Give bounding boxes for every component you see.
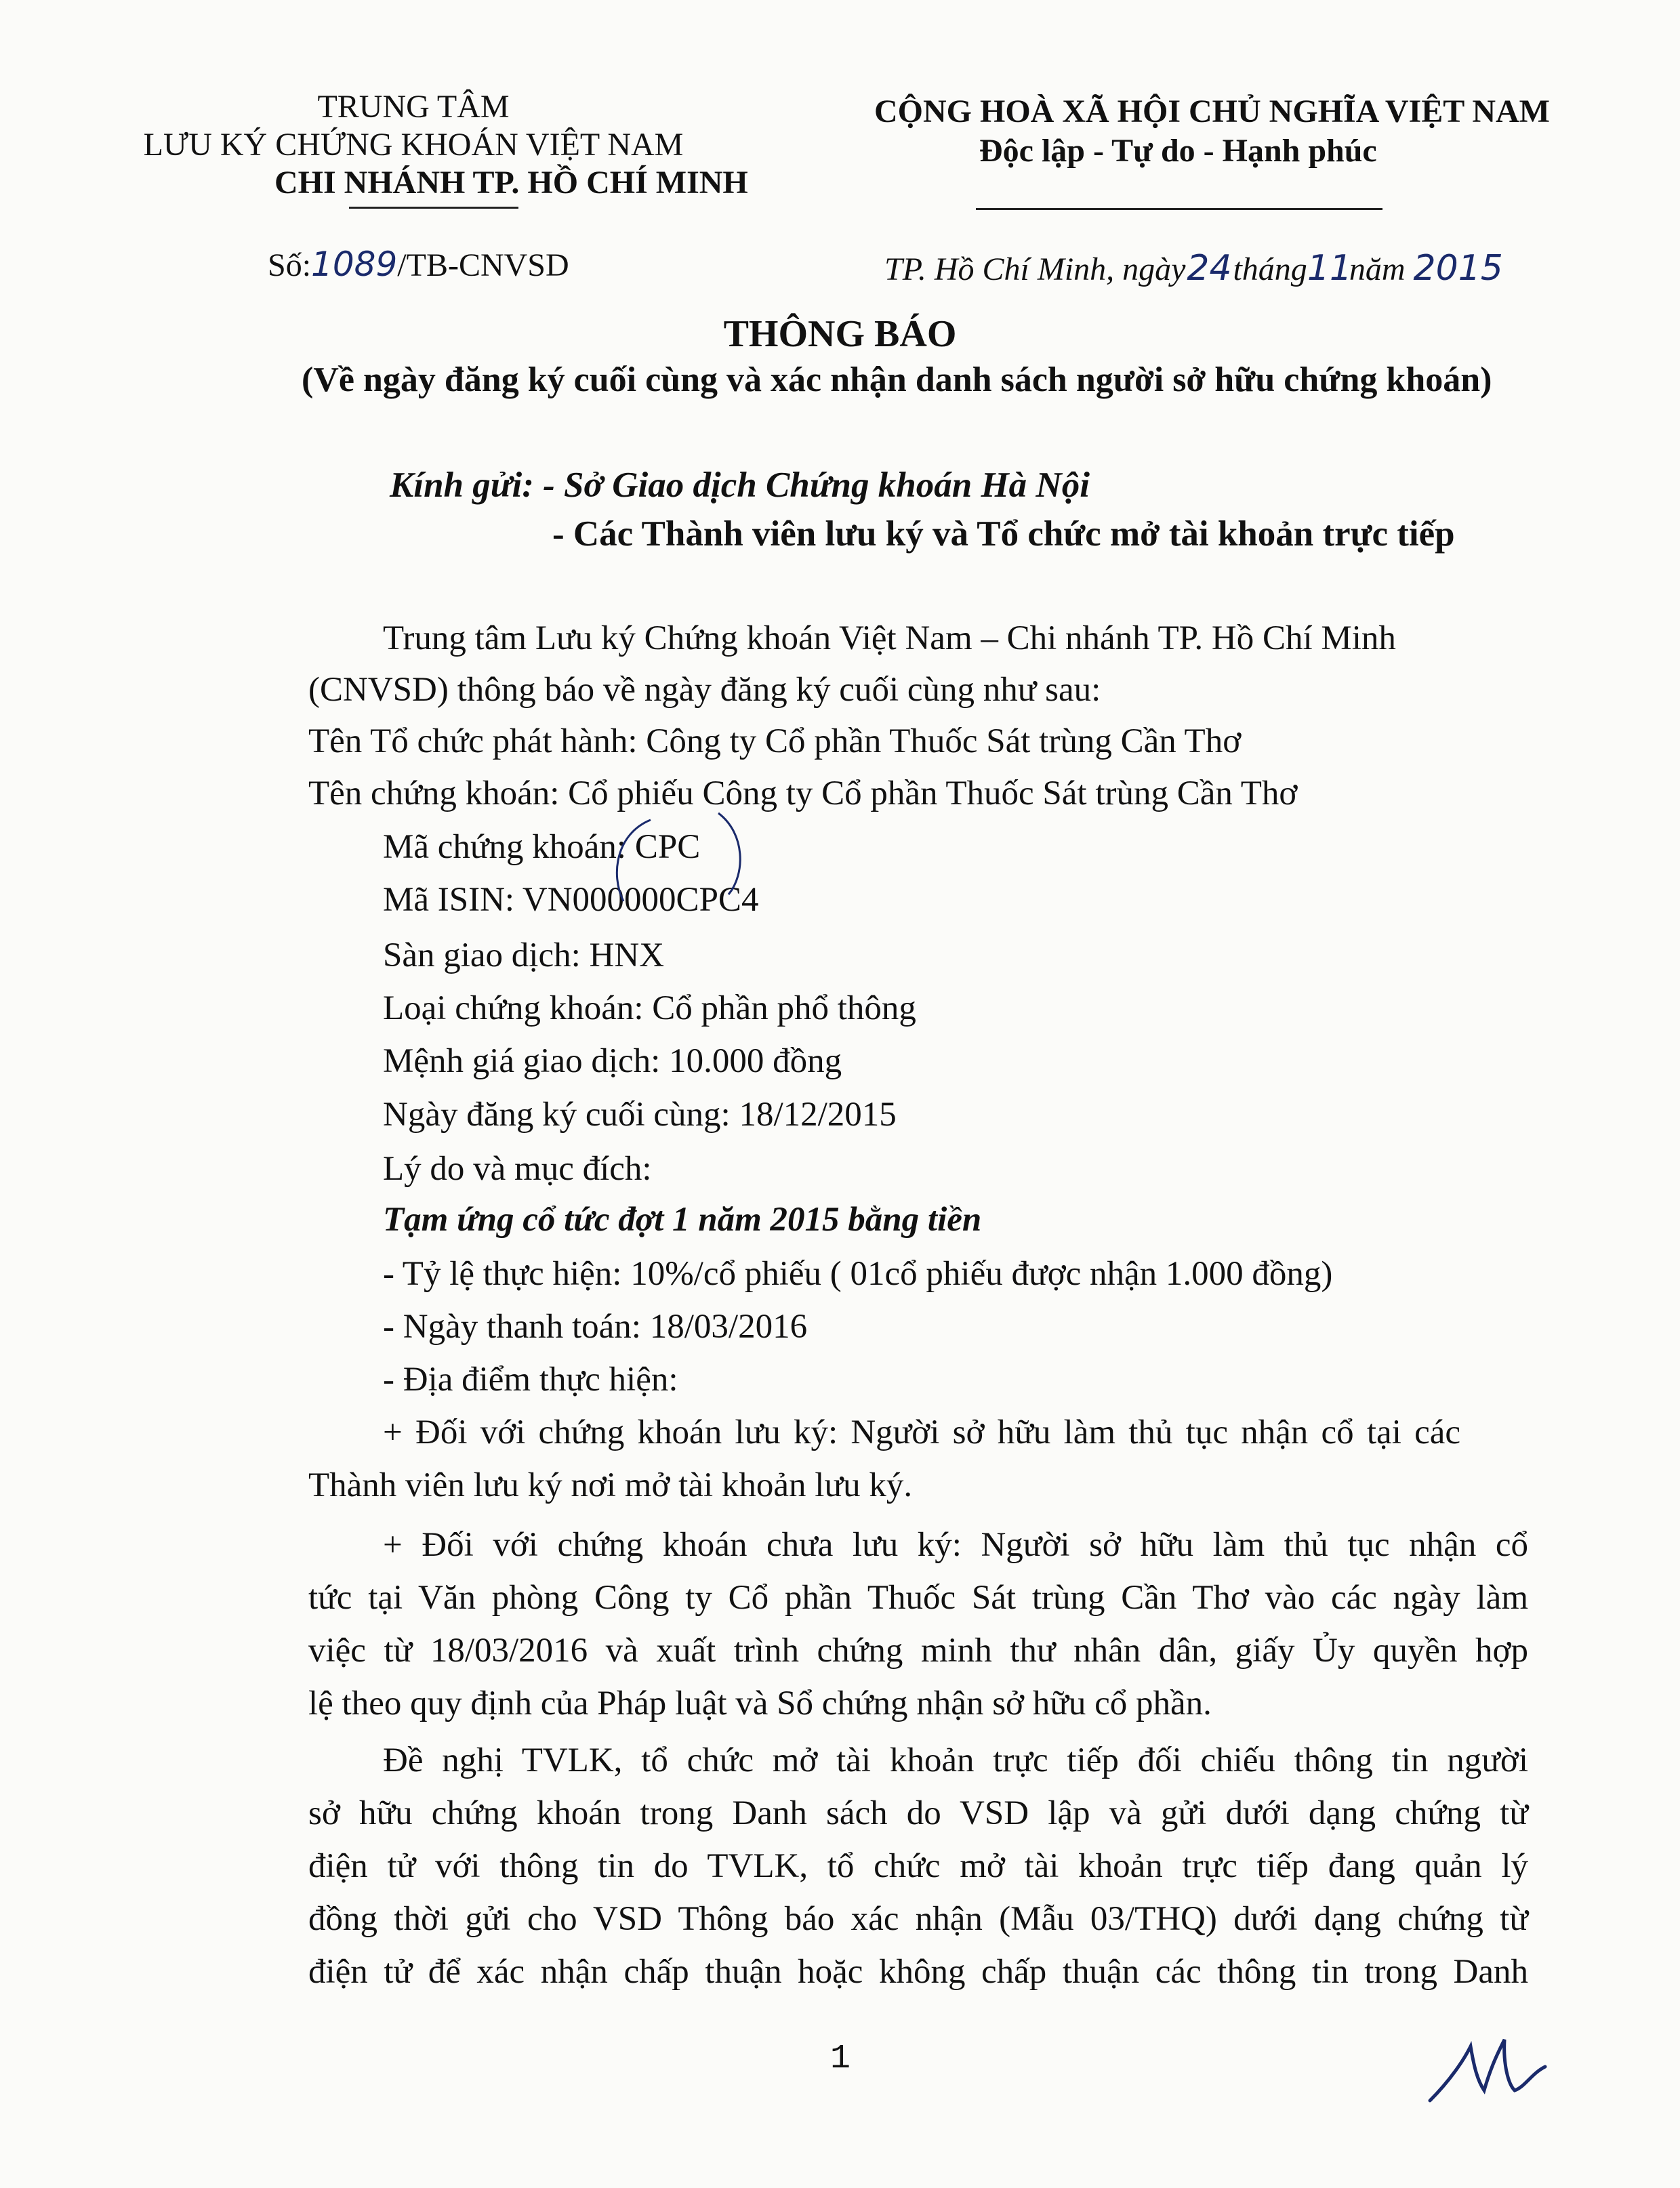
request-line3: điện tử với thông tin do TVLK, tổ chức mở tài khoản trực tiếp đang quản lý [308, 1847, 1528, 1885]
request-line2: sở hữu chứng khoán trong Danh sách do VSD lập và gửi dưới dạng chứng từ [308, 1794, 1528, 1832]
handwritten-mark [603, 806, 766, 908]
security-name: Tên chứng khoán: Cổ phiếu Công ty Cổ phần Thuốc Sát trùng Cần Thơ [308, 775, 1298, 812]
page-number: 1 [829, 2040, 851, 2078]
national-motto: Độc lập - Tự do - Hạnh phúc [979, 133, 1377, 169]
ticker: Mã chứng khoán: CPC [383, 828, 701, 866]
record-date: Ngày đăng ký cuối cùng: 18/12/2015 [383, 1096, 897, 1134]
purpose-label: Lý do và mục đích: [383, 1150, 652, 1188]
doc-number-prefix: Số: [268, 247, 312, 283]
initials-signature [1423, 2026, 1559, 2114]
exchange: Sàn giao dịch: HNX [383, 936, 665, 974]
undeposited-line4: lệ theo quy định của Pháp luật và Sổ chứng nhận sở hữu cổ phần. [308, 1685, 1212, 1722]
right-header-underline [976, 208, 1382, 210]
undeposited-line3: việc từ 18/03/2016 và xuất trình chứng minh thư nhân dân, giấy Ủy quyền hợp [308, 1632, 1528, 1670]
security-type: Loại chứng khoán: Cổ phần phổ thông [383, 989, 916, 1027]
recipient-line1: Kính gửi: - Sở Giao dịch Chứng khoán Hà Nội [390, 466, 1090, 505]
issuer-name: Tên Tổ chức phát hành: Công ty Cổ phần Thuốc Sát trùng Cần Thơ [308, 722, 1242, 760]
notice-title: THÔNG BÁO [723, 313, 957, 355]
doc-number-suffix: /TB-CNVSD [397, 247, 569, 283]
org-name-line2: LƯU KÝ CHỨNG KHOÁN VIỆT NAM [143, 127, 684, 163]
request-line4: đồng thời gửi cho VSD Thông báo xác nhận (Mẫu 03/THQ) dưới dạng chứng từ [308, 1900, 1528, 1938]
undeposited-line2: tức tại Văn phòng Công ty Cổ phần Thuốc Sát trùng Cần Thơ vào các ngày làm [308, 1579, 1528, 1617]
left-header-underline [349, 207, 518, 209]
date-day: 24 [1187, 248, 1232, 289]
deposited-line2: Thành viên lưu ký nơi mở tài khoản lưu ký. [308, 1466, 913, 1504]
isin: Mã ISIN: VN000000CPC4 [383, 881, 759, 919]
undeposited-line1: + Đối với chứng khoán chưa lưu ký: Người sở hữu làm thủ tục nhận cổ [383, 1526, 1528, 1564]
doc-number-handwritten: 1089 [311, 245, 398, 284]
document-date [884, 248, 1503, 290]
purpose: Tạm ứng cổ tức đợt 1 năm 2015 bằng tiền [383, 1201, 982, 1239]
ratio: - Tỷ lệ thực hiện: 10%/cổ phiếu ( 01cổ phiếu được nhận 1.000 đồng) [383, 1255, 1333, 1293]
org-name-line1: TRUNG TÂM [317, 89, 510, 125]
intro-line1: Trung tâm Lưu ký Chứng khoán Việt Nam – Chi nhánh TP. Hồ Chí Minh [383, 619, 1396, 657]
request-line5: điện tử để xác nhận chấp thuận hoặc không chấp thuận các thông tin trong Danh [308, 1953, 1528, 1991]
org-branch: CHI NHÁNH TP. HỒ CHÍ MINH [274, 165, 748, 201]
date-year-label: năm [1349, 251, 1406, 287]
deposited-line1: + Đối với chứng khoán lưu ký: Người sở hữu làm thủ tục nhận cổ tại các [383, 1413, 1460, 1451]
recipient-line2: - Các Thành viên lưu ký và Tổ chức mở tài khoản trực tiếp [552, 514, 1455, 554]
payment-date: - Ngày thanh toán: 18/03/2016 [383, 1308, 808, 1346]
par-value: Mệnh giá giao dịch: 10.000 đồng [383, 1042, 842, 1080]
date-month-label: tháng [1233, 251, 1307, 287]
intro-line2: (CNVSD) thông báo về ngày đăng ký cuối cùng như sau: [308, 671, 1101, 709]
notice-subtitle: (Về ngày đăng ký cuối cùng và xác nhận danh sách người sở hữu chứng khoán) [302, 360, 1492, 399]
request-line1: Đề nghị TVLK, tổ chức mở tài khoản trực tiếp đối chiếu thông tin người [383, 1741, 1528, 1779]
date-prefix: TP. Hồ Chí Minh, ngày [884, 251, 1186, 287]
date-year: 2015 [1413, 248, 1503, 289]
location-label: - Địa điểm thực hiện: [383, 1361, 678, 1399]
date-month: 11 [1307, 248, 1352, 289]
doc-number [268, 244, 569, 286]
national-title: CỘNG HOÀ XÃ HỘI CHỦ NGHĨA VIỆT NAM [874, 94, 1550, 129]
